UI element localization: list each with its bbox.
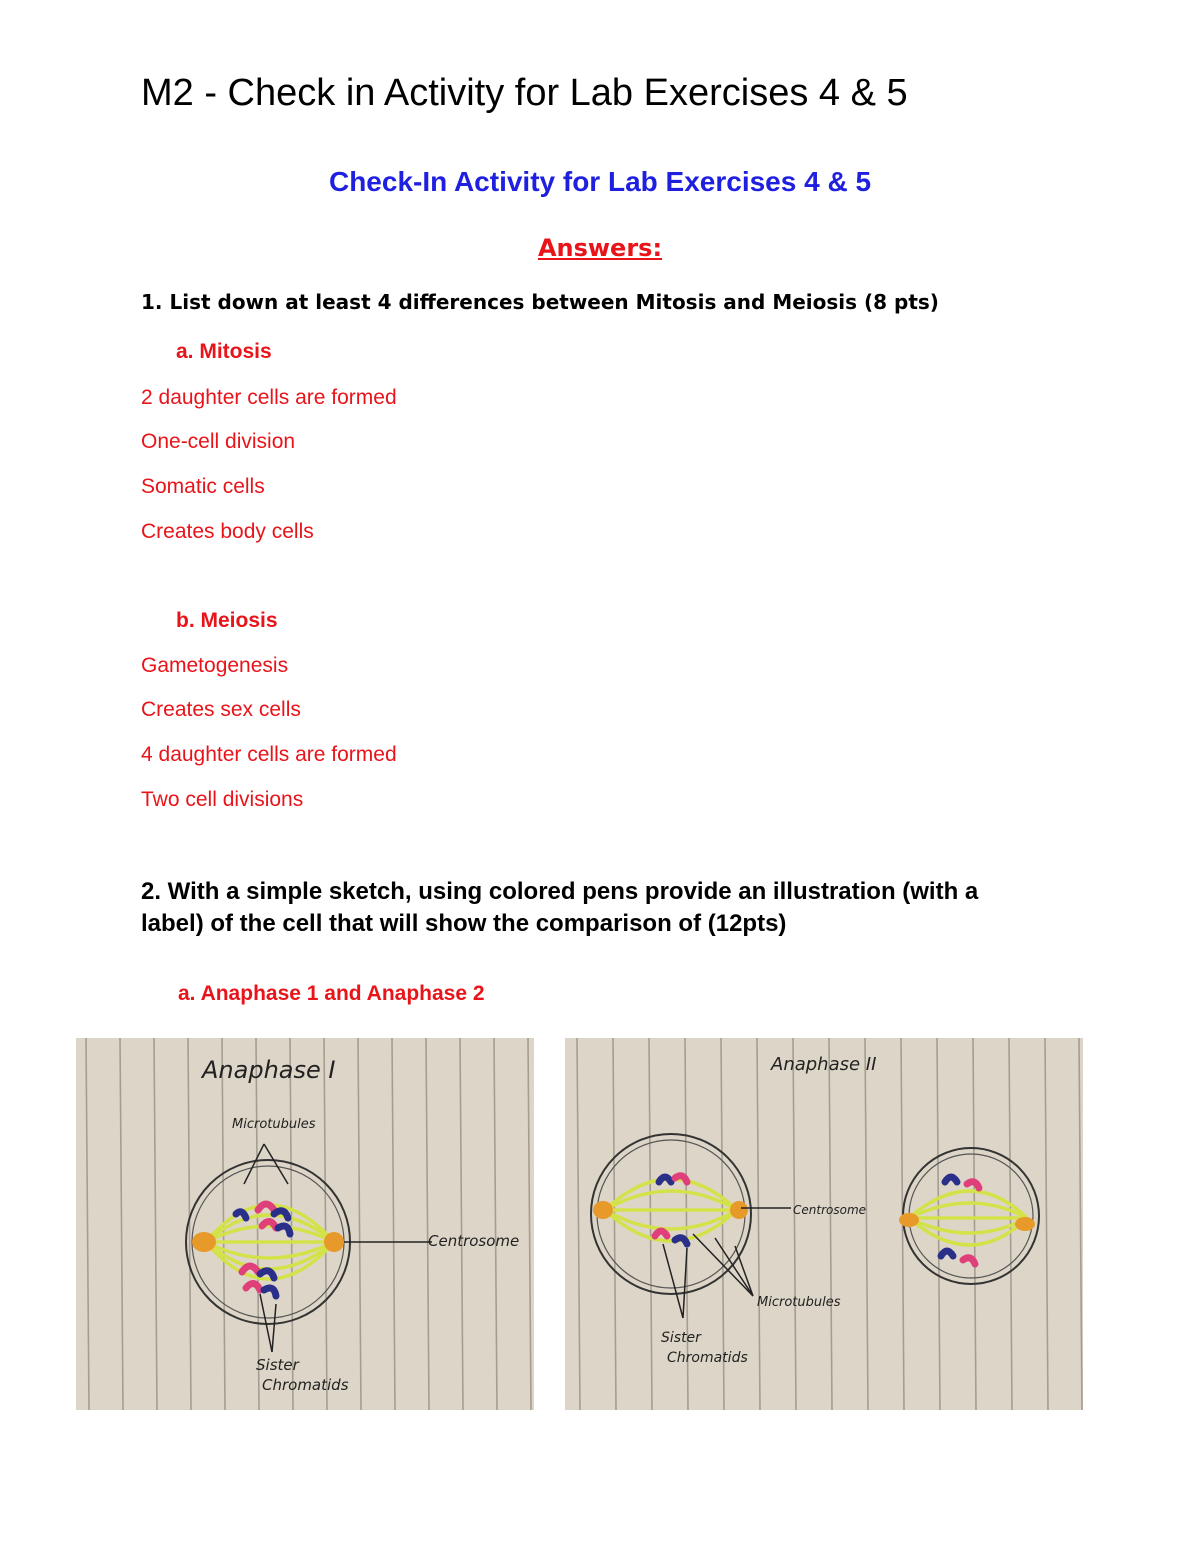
sketch-1-title: Anaphase I xyxy=(202,1056,336,1084)
answers-heading: Answers: xyxy=(537,234,663,262)
meiosis-item: Two cell divisions xyxy=(141,788,304,811)
anaphase-2-sketch xyxy=(565,1038,1083,1410)
question-1-prompt: 1. List down at least 4 differences between Mitosis and Meiosis (8 pts) xyxy=(141,290,939,314)
sketch-1-chromatids-label: Chromatids xyxy=(262,1376,349,1394)
question-2-prompt: 2. With a simple sketch, using colored pens provide an illustration (with a label) of the cell that will show the comparison of (12pts) xyxy=(141,878,979,937)
meiosis-item: Gametogenesis xyxy=(141,654,289,677)
sketch-1-sister-label: Sister xyxy=(256,1356,299,1374)
anaphase-1-sketch xyxy=(76,1038,534,1410)
mitosis-item: One-cell division xyxy=(141,430,296,453)
mitosis-item: 2 daughter cells are formed xyxy=(141,386,397,409)
meiosis-heading: b. Meiosis xyxy=(176,609,278,632)
mitosis-item: Creates body cells xyxy=(141,520,314,543)
meiosis-item: Creates sex cells xyxy=(141,698,301,721)
sketch-2-centrosome-label: Centrosome xyxy=(793,1203,867,1217)
meiosis-item: 4 daughter cells are formed xyxy=(141,743,397,766)
mitosis-heading: a. Mitosis xyxy=(176,340,272,363)
sketch-1-microtubules-label: Microtubules xyxy=(232,1117,316,1132)
sketch-2-chromatids-label: Chromatids xyxy=(667,1350,748,1366)
sketch-1-centrosome-label: Centrosome xyxy=(428,1232,520,1250)
question-2-part-a: a. Anaphase 1 and Anaphase 2 xyxy=(178,982,485,1005)
document-title: M2 - Check in Activity for Lab Exercises 4 & 5 xyxy=(141,72,908,114)
mitosis-item: Somatic cells xyxy=(141,475,265,498)
sketch-2-microtubules-label: Microtubules xyxy=(757,1295,841,1310)
activity-subtitle: Check-In Activity for Lab Exercises 4 & 5 xyxy=(328,166,872,197)
sketch-2-sister-label: Sister xyxy=(661,1330,701,1346)
sketch-2-title: Anaphase II xyxy=(771,1054,877,1075)
